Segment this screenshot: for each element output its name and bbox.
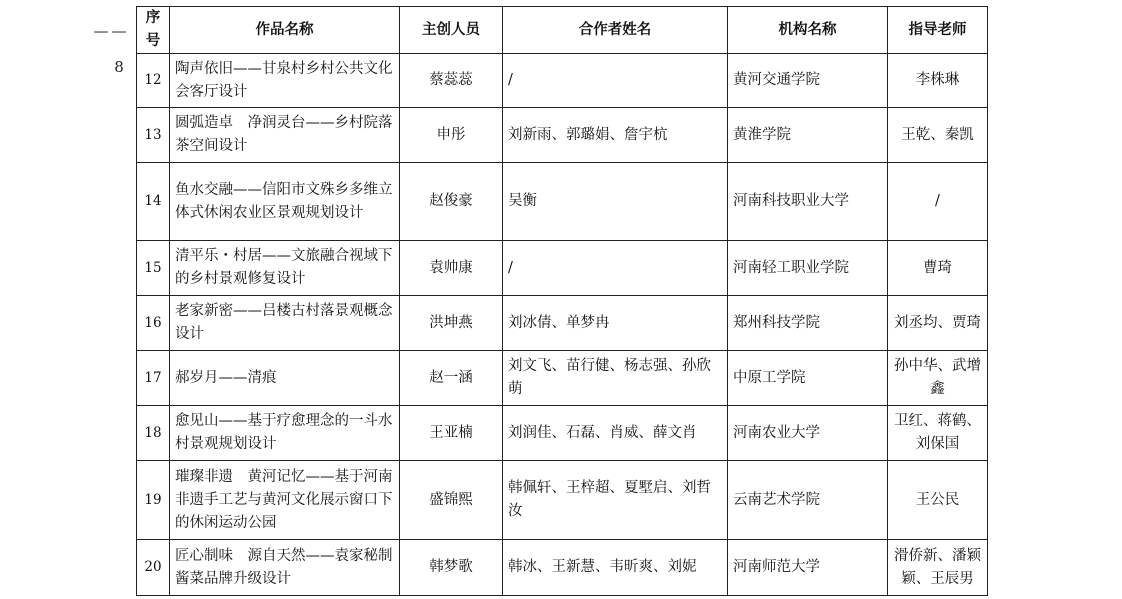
row-org: 黄淮学院 — [728, 108, 888, 163]
row-num: 15 — [137, 241, 170, 296]
row-org: 中原工学院 — [728, 351, 888, 406]
row-org: 河南师范大学 — [728, 540, 888, 596]
row-num: 19 — [137, 461, 170, 540]
header-collaborators: 合作者姓名 — [503, 7, 728, 54]
table-row — [137, 406, 988, 461]
row-num: 16 — [137, 296, 170, 351]
row-author: 韩梦歌 — [400, 540, 503, 596]
table-row — [137, 351, 988, 406]
row-author: 洪坤燕 — [400, 296, 503, 351]
row-collaborators: 韩冰、王新慧、韦昕爽、刘妮 — [503, 540, 728, 596]
header-title: 作品名称 — [170, 7, 400, 54]
row-advisor: 滑侨新、潘颖颖、王辰男 — [888, 540, 988, 596]
header-advisor: 指导老师 — [888, 7, 988, 54]
row-author: 王亚楠 — [400, 406, 503, 461]
row-author: 赵一涵 — [400, 351, 503, 406]
row-org: 黄河交通学院 — [728, 54, 888, 108]
row-org: 河南科技职业大学 — [728, 163, 888, 241]
row-author: 赵俊豪 — [400, 163, 503, 241]
table-header-row — [137, 7, 988, 54]
awards-table — [136, 6, 988, 596]
row-collaborators: 韩佩轩、王梓超、夏墅启、刘哲汝 — [503, 461, 728, 540]
row-collaborators: 刘润佳、石磊、肖威、薛文肖 — [503, 406, 728, 461]
row-collaborators: 吴衡 — [503, 163, 728, 241]
row-title: 清平乐・村居——文旅融合视域下的乡村景观修复设计 — [170, 241, 400, 296]
row-title: 陶声依旧——甘泉村乡村公共文化会客厅设计 — [170, 54, 400, 108]
row-org: 云南艺术学院 — [728, 461, 888, 540]
header-author: 主创人员 — [400, 7, 503, 54]
row-num: 18 — [137, 406, 170, 461]
row-org: 河南农业大学 — [728, 406, 888, 461]
row-title: 圆弧造卓 净润灵台——乡村院落茶空间设计 — [170, 108, 400, 163]
row-advisor: 孙中华、武增鑫 — [888, 351, 988, 406]
row-org: 郑州科技学院 — [728, 296, 888, 351]
row-num: 12 — [137, 54, 170, 108]
row-advisor: 曹琦 — [888, 241, 988, 296]
row-num: 20 — [137, 540, 170, 596]
header-num: 序号 — [137, 7, 170, 54]
row-advisor: 李株琳 — [888, 54, 988, 108]
row-num: 13 — [137, 108, 170, 163]
row-advisor: 刘丞均、贾琦 — [888, 296, 988, 351]
row-author: 盛锦熙 — [400, 461, 503, 540]
row-title: 老家新密——吕楼古村落景观概念设计 — [170, 296, 400, 351]
row-title: 鱼水交融——信阳市文殊乡多维立体式休闲农业区景观规划设计 — [170, 163, 400, 241]
row-author: 蔡蕊蕊 — [400, 54, 503, 108]
row-num: 14 — [137, 163, 170, 241]
row-title: 郝岁月——清痕 — [170, 351, 400, 406]
row-collaborators: 刘新雨、郭璐娟、詹宇杭 — [503, 108, 728, 163]
table-row — [137, 540, 988, 596]
page-number: — 8 — — [92, 22, 128, 76]
row-author: 袁帅康 — [400, 241, 503, 296]
row-title: 愈见山——基于疗愈理念的一斗水村景观规划设计 — [170, 406, 400, 461]
row-advisor: / — [888, 163, 988, 241]
row-advisor: 卫红、蒋鹤、刘保国 — [888, 406, 988, 461]
row-author: 申彤 — [400, 108, 503, 163]
row-advisor: 王乾、秦凯 — [888, 108, 988, 163]
table-row — [137, 54, 988, 108]
row-collaborators: 刘文飞、苗行健、杨志强、孙欣萌 — [503, 351, 728, 406]
row-collaborators: 刘冰倩、单梦冉 — [503, 296, 728, 351]
row-collaborators: / — [503, 54, 728, 108]
header-org: 机构名称 — [728, 7, 888, 54]
table-row — [137, 296, 988, 351]
row-advisor: 王公民 — [888, 461, 988, 540]
row-collaborators: / — [503, 241, 728, 296]
table-row — [137, 461, 988, 540]
row-title: 璀璨非遗 黄河记忆——基于河南非遗手工艺与黄河文化展示窗口下的休闲运动公园 — [170, 461, 400, 540]
row-title: 匠心制味 源自天然——袁家秘制酱菜品牌升级设计 — [170, 540, 400, 596]
table-row — [137, 241, 988, 296]
table-row — [137, 108, 988, 163]
row-org: 河南轻工职业学院 — [728, 241, 888, 296]
row-num: 17 — [137, 351, 170, 406]
table-row — [137, 163, 988, 241]
